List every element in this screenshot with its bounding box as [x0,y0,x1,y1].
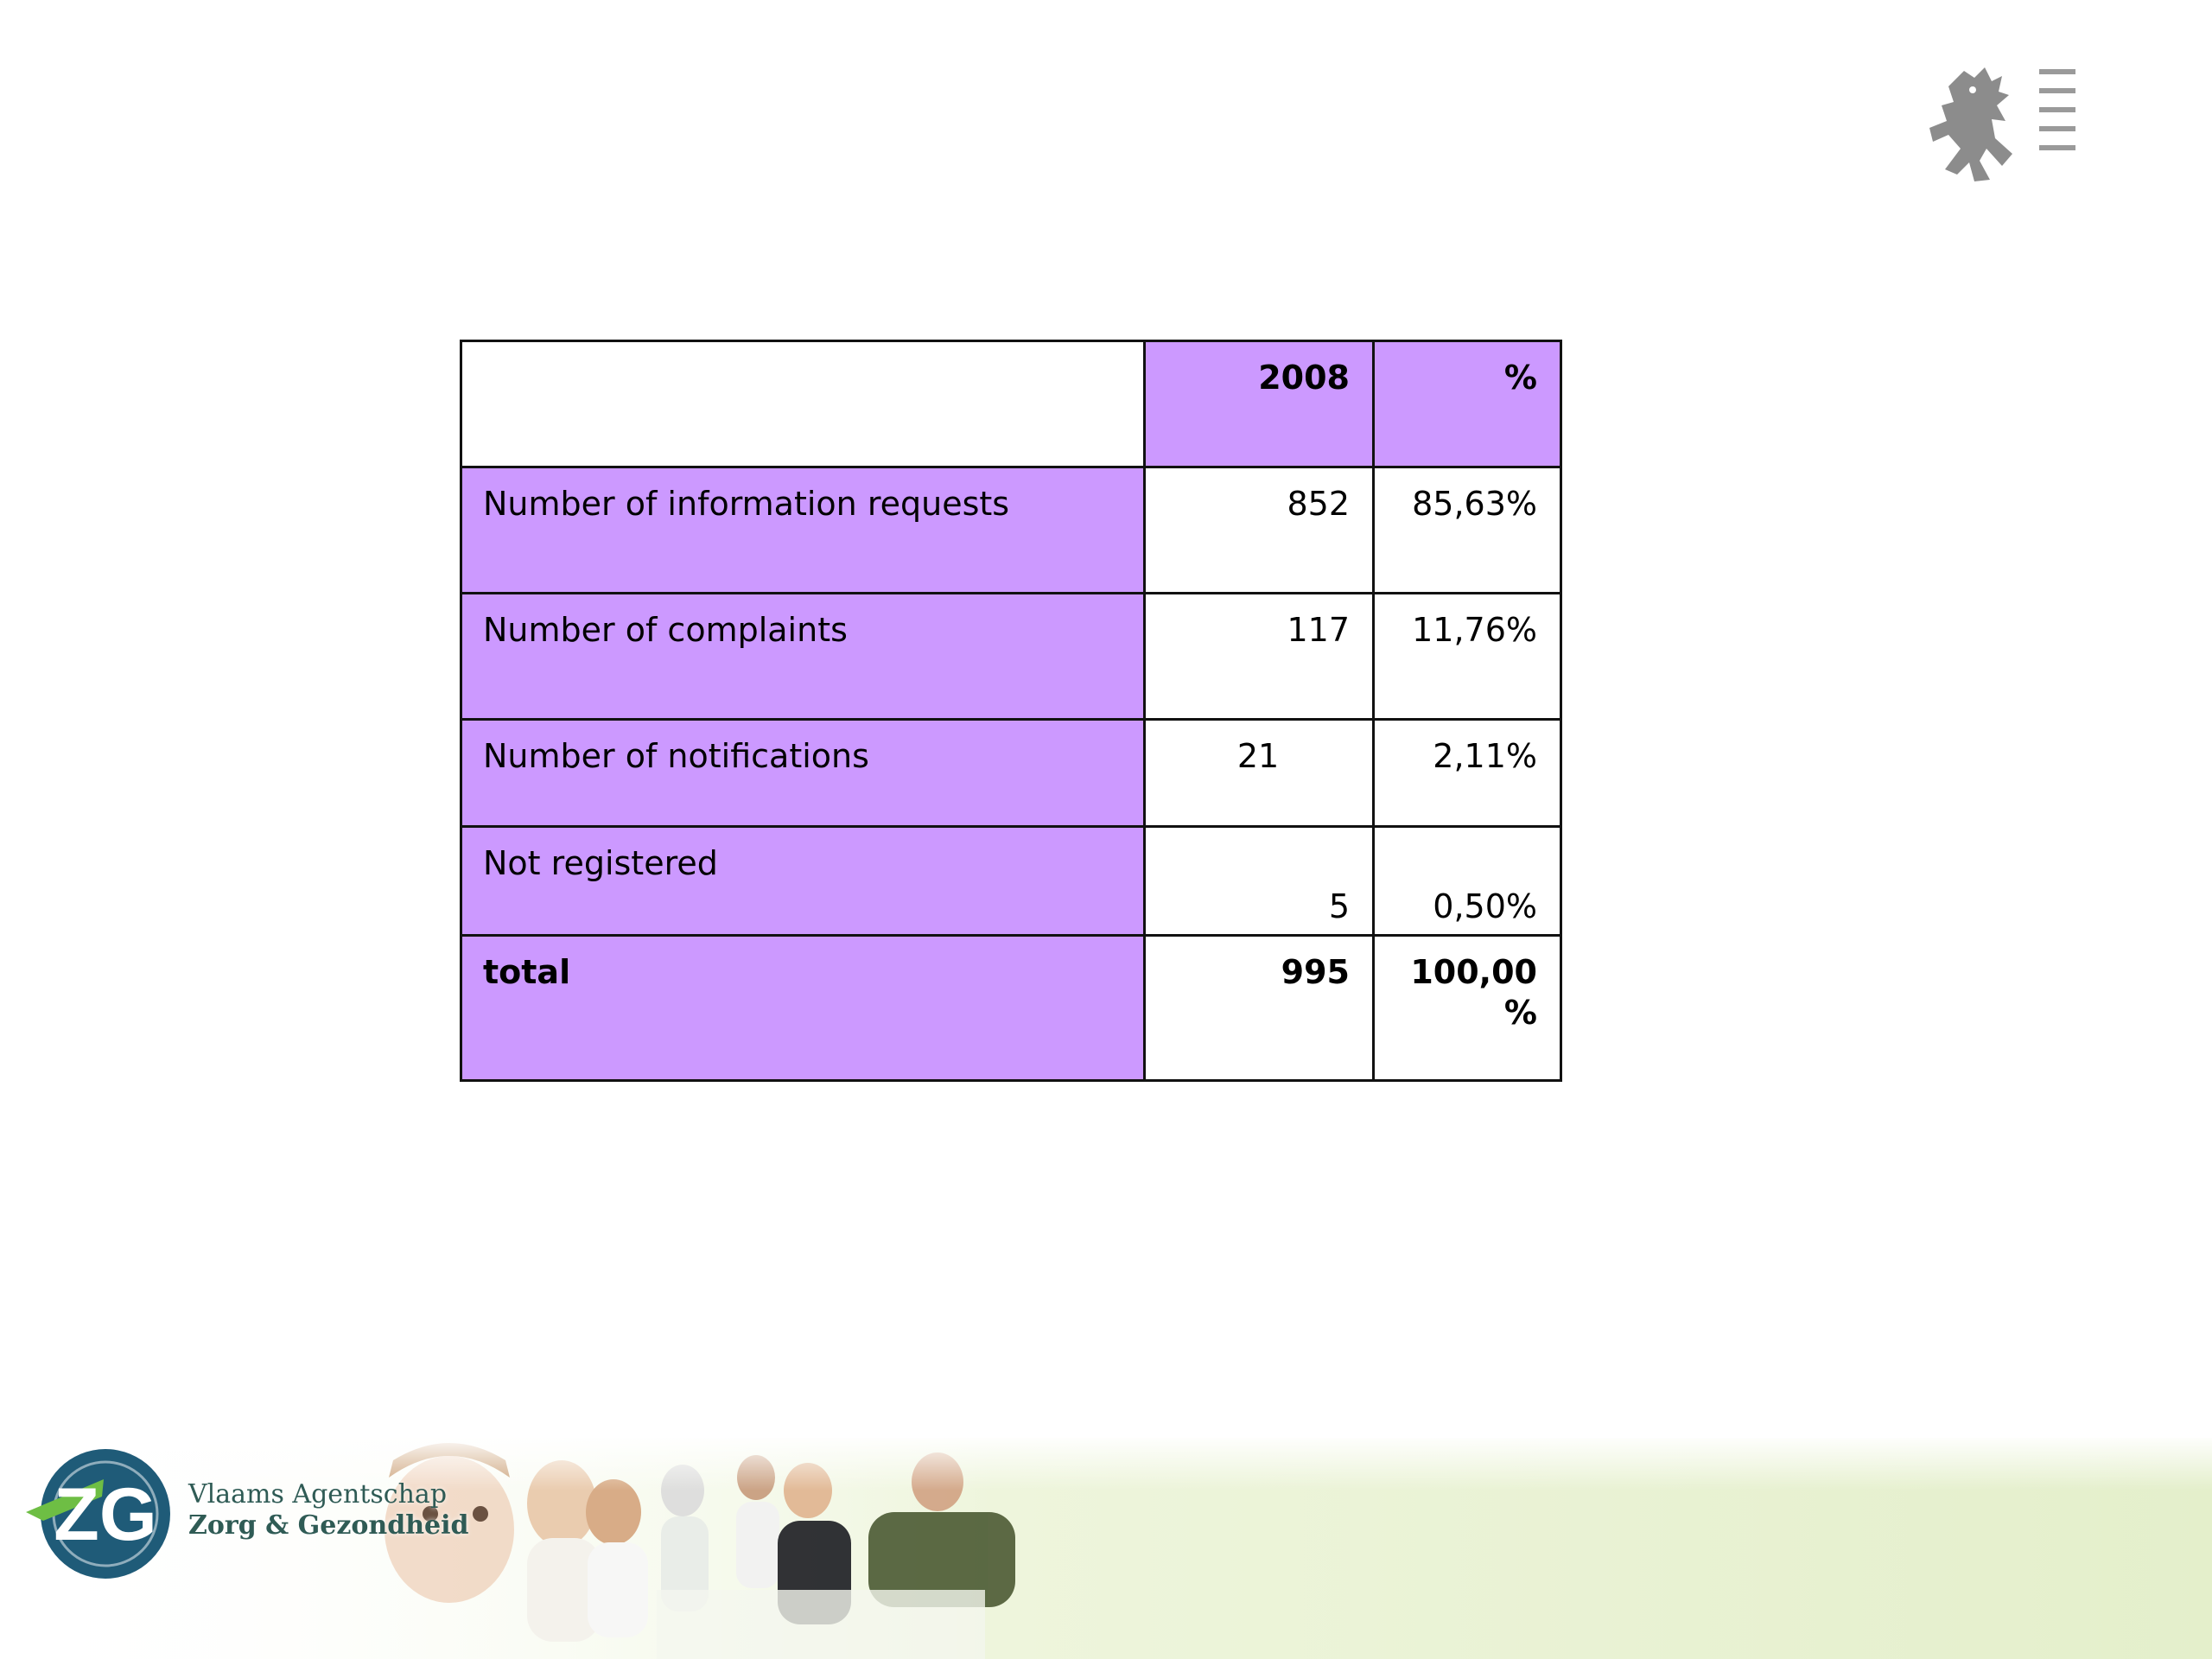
zg-logo-text: ZG [54,1473,157,1556]
row-label-cell: Number of complaints [461,594,1145,720]
footer-banner [0,1434,2212,1659]
header-percent-cell: % [1374,341,1561,467]
row-count-cell: 21 [1145,720,1374,827]
row-percent-cell: 85,63% [1374,467,1561,594]
organization-name-line1: Vlaams Agentschap [188,1479,448,1510]
row-label-cell: Not registered [461,827,1145,936]
table-row [461,720,1561,827]
header-corner-cell [461,341,1145,467]
table-total-row [461,936,1561,1081]
row-count-cell: 5 [1145,827,1374,936]
table-header-row [461,341,1561,467]
row-percent-cell: 2,11% [1374,720,1561,827]
table-row [461,467,1561,594]
row-count-cell: 852 [1145,467,1374,594]
row-label-cell: Number of notifications [461,720,1145,827]
total-percent-cell: 100,00 % [1374,936,1561,1081]
organization-name [188,1479,468,1541]
organization-name-line2: Zorg & Gezondheid [188,1510,469,1541]
table-row [461,594,1561,720]
flemish-lion-emblem-icon [1923,52,2108,190]
header-year-cell: 2008 [1145,341,1374,467]
row-label-cell: Number of information requests [461,467,1145,594]
table-row [461,827,1561,936]
total-label-cell: total [461,936,1145,1081]
row-percent-cell: 11,76% [1374,594,1561,720]
statistics-table [460,340,1562,1082]
total-count-cell: 995 [1145,936,1374,1081]
row-percent-cell: 0,50% [1374,827,1561,936]
row-count-cell: 117 [1145,594,1374,720]
